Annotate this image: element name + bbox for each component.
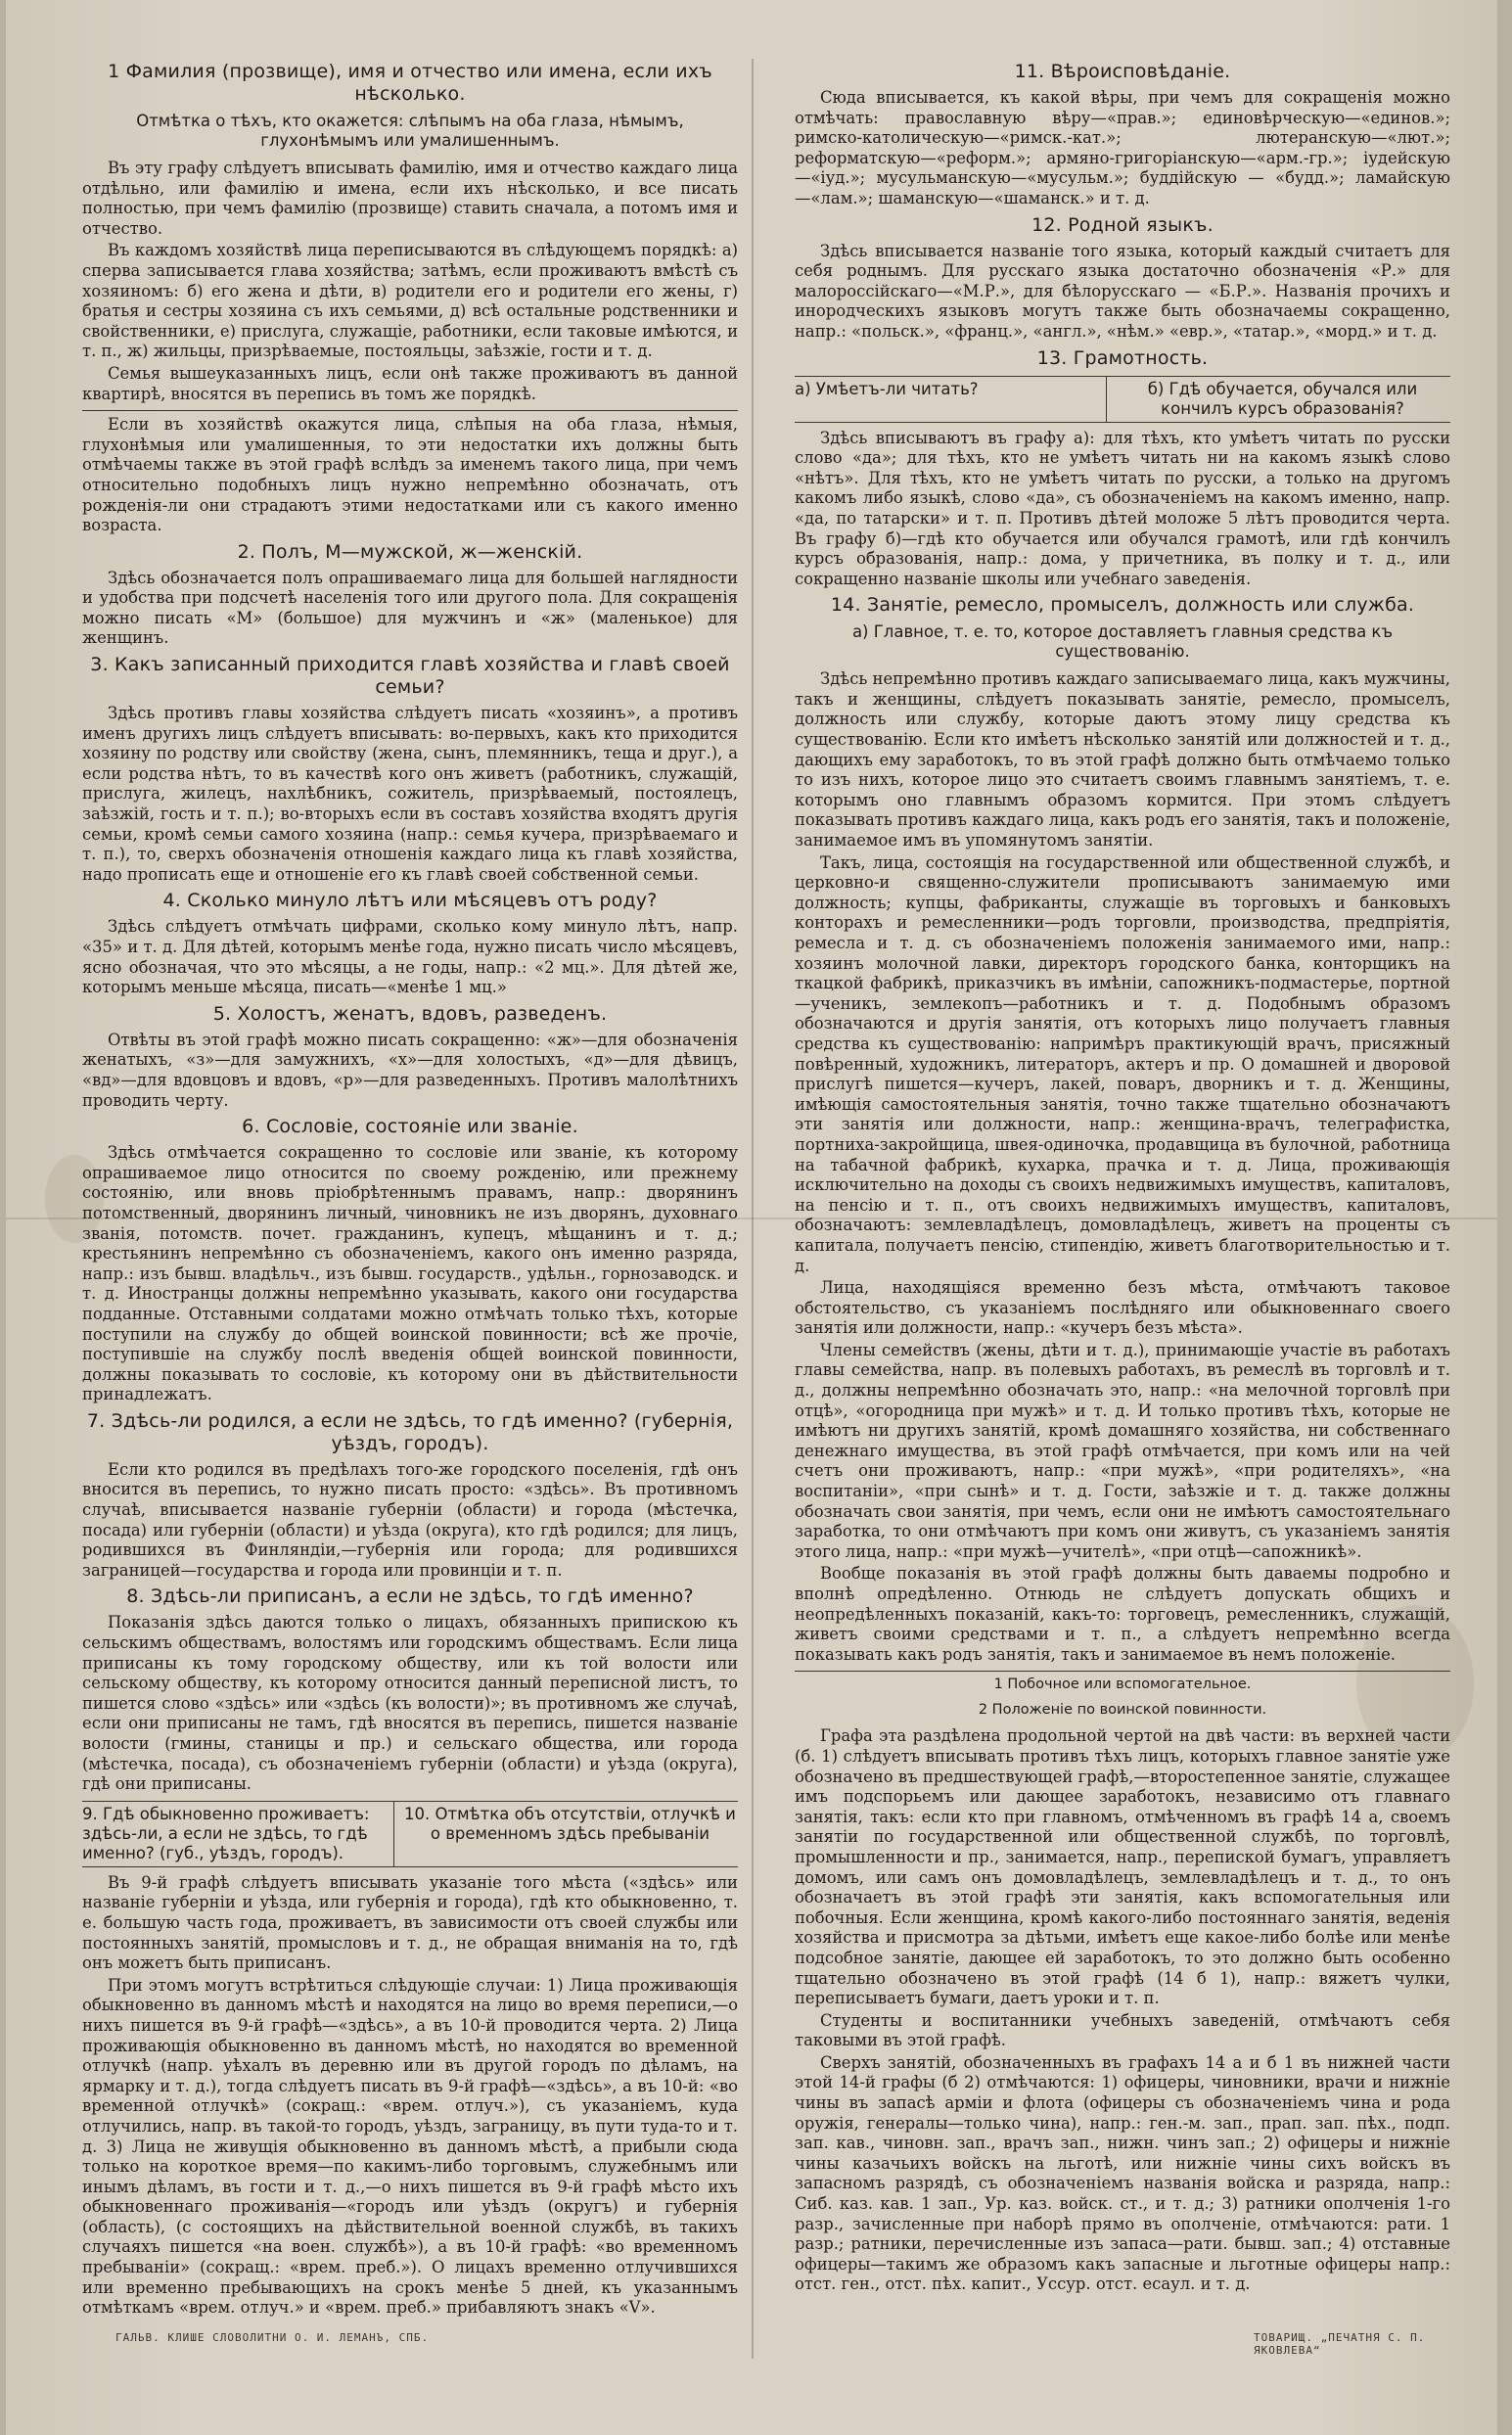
- section-10-heading: 10. Отмѣтка объ отсутствіи, отлучкѣ и о временномъ здѣсь пребываніи: [393, 1802, 738, 1866]
- paragraph: Здѣсь отмѣчается сокращенно то сословіе или званіе, къ которому опрашиваемое лицо относится по своему рожденію, или прежнему состоянію, или вновь пріобрѣтеннымъ правамъ, напр.: дворянинъ потомственный, дворянинъ личный, чиновникъ не изъ дворянъ, духовнаго званія, потомств. почет. гражданинъ, купецъ, мѣщанинъ и т. д.; крестьянинъ непремѣнно съ обозначеніемъ, какого онъ именно разряда, напр.: изъ бывш. владѣльч., изъ бывш. государств., удѣльн., горнозаводск. и т. д. Иностранцы должны непремѣнно указывать, какого они государства подданные. Отставными солдатами можно отмѣчать только тѣхъ, которые поступили на службу до общей воинской повинности; всѣ же прочіе, поступившіе на службу послѣ введенія общей воинской повинности, должны показывать то сословіе, къ которому они въ дѣйствительности принадлежатъ.: [82, 1143, 738, 1404]
- section-14: [795, 594, 1450, 1665]
- section-heading: 3. Какъ записанный приходится главѣ хозяйства и главѣ своей семьи?: [90, 654, 730, 699]
- divider: [82, 410, 738, 411]
- section-5: [82, 1003, 738, 1111]
- paragraph: Въ каждомъ хозяйствѣ лица переписываются въ слѣдующемъ порядкѣ: а) сперва записывается глава хозяйства; затѣмъ, если проживаютъ вмѣстѣ съ хозяиномъ: б) его жена и дѣти, в) родители его и родители его жены, г) братья и сестры хозяина съ ихъ семьями, д) всѣ остальные родственники и свойственники, е) прислуга, служащіе, работники, если таковые имѣются, и т. п., ж) жильцы, призрѣваемые, постояльцы, заѣзжіе, гости и т. д.: [82, 241, 738, 361]
- section-heading: 7. Здѣсь-ли родился, а если не здѣсь, то гдѣ именно? (губернія, уѣздъ, городъ).: [86, 1409, 734, 1454]
- section-9-10-header: [82, 1801, 738, 1867]
- section-13a-heading: а) Умѣетъ-ли читать?: [795, 379, 979, 398]
- paragraph: Если въ хозяйствѣ окажутся лица, слѣпыя на оба глаза, нѣмыя, глухонѣмыя или умалишенныя, то эти недостатки ихъ должны быть отмѣчаемы также въ этой графѣ вслѣдъ за именемъ такого лица, при чемъ относительно подобныхъ лицъ нужно непремѣнно обозначать, отъ рожденія-ли они страдаютъ этими недостатками или съ какого именно возраста.: [82, 415, 738, 535]
- section-3: [82, 654, 738, 885]
- paragraph: Здѣсь вписывается названіе того языка, который каждый считаетъ для себя роднымъ. Для русскаго языка достаточно обозначенія «Р.» для малороссійскаго—«М.Р.», для бѣлорусскаго — «Б.Р.». Названія прочихъ и инородческихъ языковъ могутъ также быть обозначаемы сокращенно, напр.: «польск.», «франц.», «англ.», «нѣм.» «евр.», «татар.», «морд.» и т. д.: [795, 241, 1450, 341]
- section-14b-line-2: 2 Положеніе по воинской повинности.: [978, 1702, 1267, 1719]
- section-subheading: Отмѣтка о тѣхъ, кто окажется: слѣпымъ на оба глаза, нѣмымъ, глухонѣмымъ или умалишеннымъ.: [136, 112, 684, 150]
- paragraph: Вообще показанія въ этой графѣ должны быть даваемы подробно и вполнѣ опредѣленно. Отнюдь не слѣдуетъ допускать общихъ и неопредѣленныхъ показаній, какъ-то: торговецъ, ремесленникъ, служащій, живетъ своими средствами и т. п., а слѣдуетъ непремѣнно всегда показывать какъ родъ занятія, такъ и занимаемое въ немъ положеніе.: [795, 1564, 1450, 1664]
- paragraph: Здѣсь слѣдуетъ отмѣчать цифрами, сколько кому минуло лѣтъ, напр. «35» и т. д. Для дѣтей, которымъ менѣе года, нужно писать число мѣсяцевъ, ясно обозначая, что это мѣсяцы, а не годы, напр.: «2 мц.». Для дѣтей же, которымъ меньше мѣсяца, писать—«менѣе 1 мц.»: [82, 917, 738, 997]
- paragraph: Члены семействъ (жены, дѣти и т. д.), принимающіе участіе въ работахъ главы семейства, напр. въ полевыхъ работахъ, въ ремеслѣ въ торговлѣ и т. д., должны непремѣнно обозначать это, напр.: «на мелочной торговлѣ при отцѣ», «огородница при мужѣ» и т. д. И только противъ тѣхъ, которые не имѣютъ ни другихъ занятій, кромѣ домашняго хозяйства, ни собственнаго денежнаго имущества, въ этой графѣ отмѣчается, при комъ или на чей счетъ они проживаютъ, напр.: «при мужѣ», «при родителяхъ», «на воспитаніи», «при сынѣ» и т. д. Гости, заѣзжіе и т. д. также должны обозначать свои занятія, при чемъ, если они не имѣютъ самостоятельнаго заработка, то они отмѣчаютъ при комъ они живутъ, съ указаніемъ занятія этого лица, напр.: «при мужѣ—учителѣ», «при отцѣ—сапожникѣ».: [795, 1340, 1450, 1561]
- section-9-10: [82, 1873, 738, 2318]
- section-heading: 13. Грамотность.: [1036, 346, 1209, 369]
- section-heading: 4. Сколько минуло лѣтъ или мѣсяцевъ отъ роду?: [162, 890, 658, 912]
- right-column: [795, 57, 1450, 2318]
- section-1: [82, 61, 738, 536]
- paragraph: Сверхъ занятій, обозначенныхъ въ графахъ 14 а и б 1 въ нижней части этой 14-й графы (б 2) отмѣчаются: 1) офицеры, чиновники, врачи и нижніе чины въ запасѣ арміи и флота (офицеры съ обозначеніемъ чина и рода оружія, генералы—только чина), напр.: ген.-м. зап., прап. зап. пѣх., подп. зап. кав., чиновн. зап., врачъ зап., нижн. чинъ зап.; 2) офицеры и нижніе чины казачьихъ войскъ на льготѣ, или нижніе чины сихъ войскъ въ запасномъ разрядѣ, съ обозначеніемъ названія войска и разряда, напр.: Сиб. каз. кав. 1 зап., Ур. каз. войск. ст., и т. д.; 3) ратники ополченія 1-го разр., зачисленные при наборѣ прямо въ ополченіе, отмѣчаются: рати. 1 разр.; ратники, перечисленные изъ запаса—рати. бывш. зап.; 4) отставные офицеры—такимъ же образомъ какъ запасные и льготные офицеры напр.: отст. ген., отст. пѣх. капит., Уссур. отст. есаул. и т. д.: [795, 2052, 1450, 2294]
- section-heading: 5. Холостъ, женатъ, вдовъ, разведенъ.: [212, 1002, 608, 1025]
- section-heading: 12. Родной языкъ.: [1031, 213, 1214, 236]
- paragraph: Графа эта раздѣлена продольной чертой на двѣ части: въ верхней части (б. 1) слѣдуетъ вписывать противъ тѣхъ лицъ, которыхъ главное занятіе уже обозначено въ предшествующей графѣ,—второстепенное занятіе, служащее имъ подспорьемъ или дающее заработокъ, независимо отъ главнаго занятія, такъ: если кто при главномъ, отмѣченномъ въ графѣ 14 а, своемъ занятіи по государственной или общественной службѣ, по торговлѣ, промышленности и пр., занимается, напр., перепиской бумагъ, управляетъ домомъ, или самъ онъ домовладѣлецъ, землевладѣлецъ и т. д., то онъ обозначаетъ въ этой графѣ эти занятія, какъ вспомогательныя или побочныя. Если женщина, кромѣ какого-либо постояннаго занятія, веденія хозяйства и присмотра за дѣтьми, имѣетъ еще какое-либо болѣе или менѣе подсобное занятіе, дающее ей заработокъ, то это должно быть особенно тщательно обозначено въ этой графѣ (14 б 1), напр.: вяжетъ чулки, переписываетъ бумаги, даетъ уроки и т. п.: [795, 1726, 1450, 2008]
- section-13: [795, 347, 1450, 590]
- paragraph: Отвѣты въ этой графѣ можно писать сокращенно: «ж»—для обозначенія женатыхъ, «з»—для замужнихъ, «х»—для холостыхъ, «д»—для дѣвицъ, «вд»—для вдовцовъ и вдовъ, «р»—для разведенныхъ. Противъ малолѣтнихъ проводить черту.: [82, 1030, 738, 1110]
- paragraph: При этомъ могутъ встрѣтиться слѣдующіе случаи: 1) Лица проживающія обыкновенно въ данномъ мѣстѣ и находятся на лицо во время переписи,—о нихъ пишется въ 9-й графѣ—«здѣсь», а въ 10-й проводится черта. 2) Лица проживающія обыкновенно въ данномъ мѣстѣ, но находятся во временной отлучкѣ (напр. уѣхалъ въ деревню или въ другой городъ по дѣламъ, на ярмарку и т. д.), тогда слѣдуетъ писать въ 9-й графѣ—«здѣсь», а въ 10-й: «во временной отлучкѣ» (сокращ.: «врем. отлуч.»), съ указаніемъ, куда отлучились, напр. въ такой-то городъ, уѣздъ, заграницу, въ пути туда-то и т. д. 3) Лица не живущія обыкновенно въ данномъ мѣстѣ, а прибыли сюда только на короткое время—по какимъ-либо торговымъ, служебнымъ или инымъ дѣламъ, въ гости и т. д.,—о нихъ пишется въ 9-й графѣ мѣсто ихъ обыкновеннаго проживанія—«городъ или уѣздъ (округъ) и губернія (область), (с состоящихъ на дѣйствительной военной службѣ, въ такихъ случаяхъ пишется «на воен. службѣ»), а въ 10-й графѣ: «во временномъ пребываніи» (сокращ.: «врем. преб.»). О лицахъ временно отлучившихся или временно пребывающихъ на срокъ менѣе 5 дней, къ указаннымъ отмѣткамъ «врем. отлуч.» и «врем. преб.» прибавляютъ знакъ «V».: [82, 1975, 738, 2318]
- divider: [795, 1671, 1450, 1672]
- paragraph: Такъ, лица, состоящія на государственной или общественной службѣ, и церковно-и священно-служители прописываютъ занимаемую ими должность; купцы, фабриканты, служащіе въ торговыхъ и банковыхъ конторахъ и ремесленники—родъ торговли, производства, предпріятія, ремесла и т. д. съ обозначеніемъ положенія занимаемого ими, напр.: хозяинъ молочной лавки, директоръ городского банка, конторщикъ на ткацкой фабрикѣ, приказчикъ въ имѣніи, сапожникъ-подмастерье, портной—ученикъ, землекопъ—работникъ и т. д. Подобнымъ образомъ обозначаются и другія занятія, отъ которыхъ лицо получаетъ главныя средства къ существованію: напримѣръ практикующій врачъ, присяжный повѣренный, художникъ, литераторъ, актеръ и пр. О домашней и дворовой прислугѣ пишется—кучеръ, лакей, поваръ, дворникъ и т. д. Женщины, имѣющія самостоятельныя занятія, точно также тщательно обозначаютъ эти занятія или должности, напр.: женщина-врачъ, телеграфистка, портниха-закройщица, швея-одиночка, продавщица въ булочной, работница на табачной фабрикѣ, кухарка, прачка и т. д. Лица, проживающія исключительно на доходы съ своихъ недвижимыхъ имуществъ, капиталовъ, на пенсію и т. п., отъ своихъ недвижимыхъ имуществъ, капиталовъ, обозначаютъ: землевладѣлецъ, домовладѣлецъ, живетъ на проценты съ капитала, получаетъ пенсію, стипендію, живетъ благотворительностью и т. д.: [795, 852, 1450, 1275]
- section-2: [82, 541, 738, 649]
- section-12: [795, 214, 1450, 343]
- section-heading: 2. Полъ, М—мужской, ж—женскій.: [237, 540, 583, 563]
- paragraph: Если кто родился въ предѣлахъ того-же городского поселенія, гдѣ онъ вносится въ перепись, то нужно писать просто: «здѣсь». Въ противномъ случаѣ, вписывается названіе губерніи (области) и города (мѣстечка, посада) или губерніи (области) и уѣзда (округа), кто гдѣ родился; для лицъ, родившихся въ Финляндіи,—губернія или города; для родившихся заграницей—государства и города или провинціи и т. п.: [82, 1459, 738, 1580]
- printer-imprint-left: ГАЛЬВ. КЛИШЕ СЛОВОЛИТНИ О. И. ЛЕМАНЪ, СПБ.: [115, 2331, 430, 2344]
- section-heading: 8. Здѣсь-ли приписанъ, а если не здѣсь, то гдѣ именно?: [126, 1585, 694, 1608]
- section-heading: 6. Сословіе, состояніе или званіе.: [242, 1116, 578, 1138]
- paragraph: Въ эту графу слѣдуетъ вписывать фамилію, имя и отчество каждаго лица отдѣльно, или фамилію и имена, если ихъ нѣсколько, и все писать полностью, при чемъ фамилію (прозвище) ставить сначала, а потомъ имя и отчество.: [82, 159, 738, 238]
- section-13-columns: [795, 376, 1450, 423]
- paragraph: Здѣсь непремѣнно противъ каждаго записываемаго лица, какъ мужчины, такъ и женщины, слѣдуетъ показывать занятіе, ремесло, промыселъ, должность или службу, которые даютъ этому лицу средства къ существованію. Если кто имѣетъ нѣсколько занятій или должностей и т. д., дающихъ ему заработокъ, то въ этой графѣ должно быть отмѣчаемо только то изъ нихъ, которое лицо это считаетъ своимъ главнымъ занятіемъ, т. е. которымъ оно главнымъ образомъ кормится. При этомъ слѣдуетъ показывать противъ каждаго лица, какъ родъ его занятія, такъ и положеніе, занимаемое имъ въ упомянутомъ занятіи.: [795, 669, 1450, 850]
- left-column: [82, 57, 738, 2318]
- printer-imprint-right: ТОВАРИЩ. „ПЕЧАТНЯ С. П. ЯКОВЛЕВА“: [1254, 2331, 1426, 2357]
- census-sheet: [6, 0, 1497, 2435]
- section-heading: 11. Вѣроисповѣданіе.: [1014, 61, 1231, 82]
- vertical-fold: [752, 59, 754, 2359]
- section-9-heading: 9. Гдѣ обыкновенно проживаетъ: здѣсь-ли, а если не здѣсь, то гдѣ именно? (губ., уѣздъ, городъ).: [82, 1804, 370, 1862]
- section-heading: 1 Фамилия (прозвище), имя и отчество или имена, если ихъ нѣсколько.: [108, 61, 712, 105]
- paragraph: Сюда вписывается, къ какой вѣры, при чемъ для сокращенія можно отмѣчать: православную вѣру—«прав.»; единовѣрческую—«единов.»; римско-католическую—«римск.-кат.»; лютеранскую—«лют.»; реформатскую—«реформ.»; армяно-григоріанскую—«арм.-гр.»; іудейскую—«іуд.»; мусульманскую—«мусульм.»; буддійскую — «будд.»; ламайскую—«лам.»; шаманскую—«шаманск.» и т. д.: [795, 88, 1450, 207]
- section-4: [82, 890, 738, 997]
- section-8: [82, 1585, 738, 1794]
- section-heading: 14. Занятіе, ремесло, промыселъ, должность или служба.: [830, 594, 1415, 617]
- section-subheading: а) Главное, т. е. то, которое доставляетъ главныя средства къ существованію.: [851, 622, 1394, 662]
- paragraph: Показанія здѣсь даются только о лицахъ, обязанныхъ припискою къ сельскимъ обществамъ, волостямъ или городскимъ обществамъ. Если лица приписаны къ тому городскому обществу, или къ той волости или сельскому обществу, къ которому относится данный переписной листъ, то пишется слово «здѣсь» или «здѣсь (къ волости)»; въ противномъ же случаѣ, если они приписаны не тамъ, гдѣ вносятся въ перепись, пишется названіе волости (гмины, станицы и пр.) и сельскаго общества, или города (мѣстечка, посада), съ обозначеніемъ губерніи (области) и уѣзда (округа), гдѣ они приписаны.: [82, 1613, 738, 1794]
- section-7: [82, 1410, 738, 1582]
- section-14b: [795, 1671, 1450, 2295]
- section-13b-heading: б) Гдѣ обучается, обучался или кончилъ курсъ образованія?: [1106, 377, 1450, 422]
- section-14b-line-1: 1 Побочное или вспомогательное.: [993, 1677, 1252, 1693]
- paragraph: Лица, находящіяся временно безъ мѣста, отмѣчаютъ таковое обстоятельство, съ указаніемъ послѣдняго или обыкновеннаго своего занятія или должности, напр.: «кучеръ безъ мѣста».: [795, 1278, 1450, 1338]
- section-6: [82, 1116, 738, 1405]
- paragraph: Студенты и воспитанники учебныхъ заведеній, отмѣчаютъ себя таковыми въ этой графѣ.: [795, 2010, 1450, 2050]
- paragraph: Здѣсь обозначается полъ опрашиваемаго лица для большей наглядности и удобства при подсчетѣ населенія того или другого пола. Для сокращенія можно писать «М» (большое) для мужчинъ и «ж» (маленькое) для женщинъ.: [82, 568, 738, 648]
- paragraph: Въ 9-й графѣ слѣдуетъ вписывать указаніе того мѣста («здѣсь» или названіе губерніи и уѣзда, или губернія и города), гдѣ кто обыкновенно, т. е. большую часть года, проживаетъ, въ зависимости отъ своей службы или постоянныхъ занятій, промысловъ и т. д., не обращая вниманія на то, гдѣ онъ можетъ быть приписанъ.: [82, 1872, 738, 1973]
- paragraph: Здѣсь вписываютъ въ графу а): для тѣхъ, кто умѣетъ читать по русски слово «да»; для тѣхъ, кто не умѣетъ читать ни на какомъ языкѣ слово «нѣтъ». Для тѣхъ, кто не умѣетъ читать по русски, а только на другомъ какомъ либо языкѣ, слово «да», съ обозначеніемъ на какомъ именно, напр. «да, по татарски» и т. п. Противъ дѣтей моложе 5 лѣтъ проводится черта. Въ графу б)—гдѣ кто обучается или обучался грамотѣ, или гдѣ кончилъ курсъ образованія, напр.: дома, у причетника, въ полку и т. д., или сокращенно названіе школы или учебнаго заведенія.: [795, 428, 1450, 588]
- section-11: [795, 61, 1450, 209]
- paragraph: Здѣсь противъ главы хозяйства слѣдуетъ писать «хозяинъ», а противъ именъ другихъ лицъ слѣдуетъ вписывать: во-первыхъ, какъ кто приходится хозяину по родству или свойству (жена, сынъ, племянникъ, теща и друг.), а если родства нѣтъ, то въ качествѣ кого онъ живетъ (работникъ, служащій, прислуга, жилецъ, нахлѣбникъ, сожитель, призрѣваемый, постоялецъ, заѣзжій, гость и т. п.); во-вторыхъ если въ составъ хозяйства входятъ другія семьи, кромѣ семьи самого хозяина (напр.: семья кучера, призрѣваемаго и т. п.), то, сверхъ обозначенія отношенія каждаго лица къ главѣ хозяйства, надо прописать еще и отношеніе его къ главѣ своей собственной семьи.: [82, 704, 738, 884]
- paragraph: Семья вышеуказанныхъ лицъ, если онѣ также проживаютъ въ данной квартирѣ, вносятся въ перепись въ томъ же порядкѣ.: [82, 363, 738, 403]
